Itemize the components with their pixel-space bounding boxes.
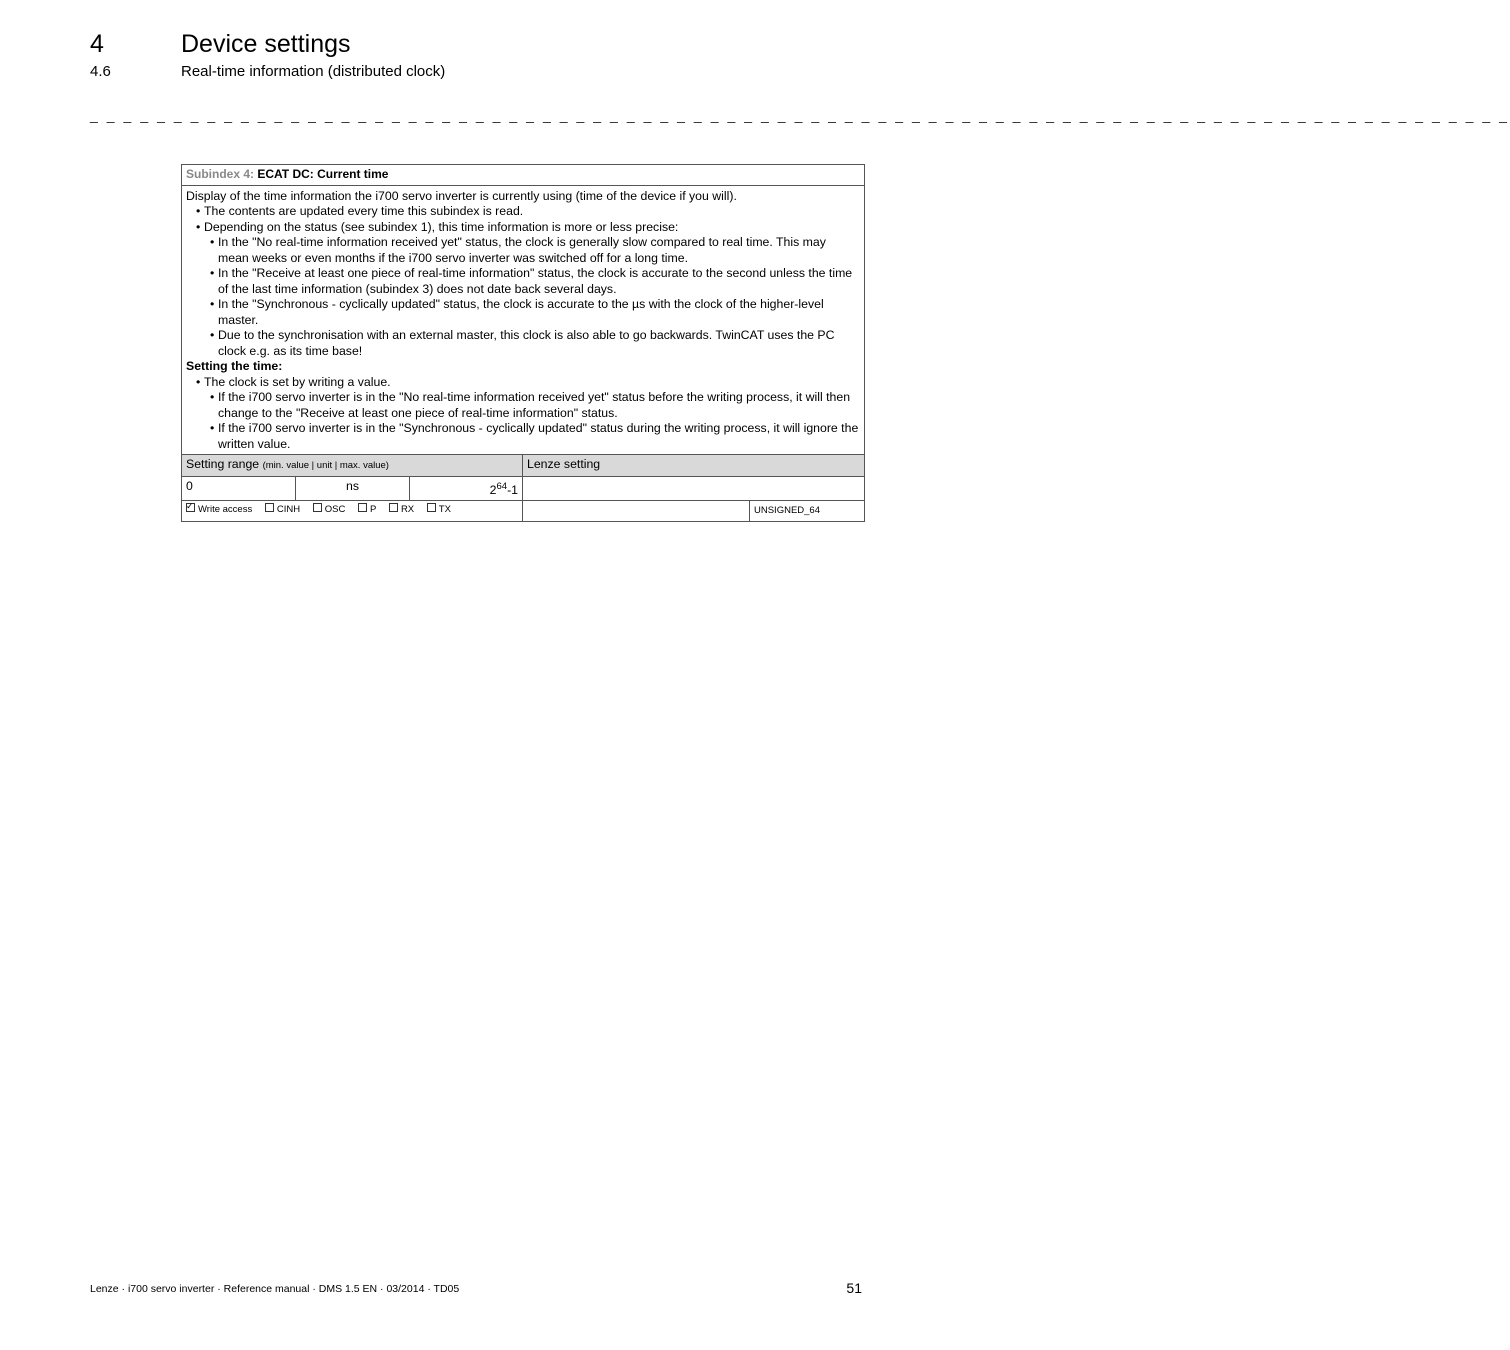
tx-flag: TX	[427, 504, 451, 515]
subindex-label: Subindex 4:	[186, 167, 255, 181]
access-flags	[182, 501, 523, 522]
max-suffix: -1	[507, 482, 518, 497]
section-title: Real-time information (distributed clock)	[181, 63, 446, 80]
unit-value: ns	[296, 476, 410, 501]
setting-heading: Setting the time:	[186, 359, 283, 373]
chapter-number: 4	[90, 30, 104, 58]
list-item: • The clock is set by writing a value.	[186, 375, 860, 391]
setting-range-label: Setting range	[186, 457, 260, 471]
max-value	[410, 476, 523, 501]
parameter-description	[182, 185, 865, 455]
checkbox-icon	[389, 503, 398, 512]
sub-list-item: • In the "Synchronous - cyclically updated" status, the clock is accurate to the µs with the clock of the higher-level master.	[186, 297, 860, 328]
checkbox-icon	[313, 503, 322, 512]
parameter-table	[181, 164, 865, 522]
sub-list-item: • If the i700 servo inverter is in the "No real-time information received yet" status before the writing process, it will then change to the "Receive at least one piece of real-time information" status.	[186, 390, 860, 421]
checkbox-icon	[427, 503, 436, 512]
parameter-title	[182, 165, 865, 186]
sub-list-item: • In the "No real-time information received yet" status, the clock is generally slow compared to real time. This may mean weeks or even months if the i700 servo inverter was switched off for a long time.	[186, 235, 860, 266]
setting-range-hint: (min. value | unit | max. value)	[262, 460, 389, 471]
data-type: UNSIGNED_64	[750, 501, 865, 522]
write-access-flag: ✓Write access	[186, 504, 252, 515]
max-base: 2	[489, 482, 497, 497]
p-flag: P	[358, 504, 376, 515]
access-spacer	[523, 501, 750, 522]
setting-header-row	[182, 455, 865, 477]
sub-list-item: • Due to the synchronisation with an external master, this clock is also able to go backwards. TwinCAT uses the PC clock e.g. as its time base!	[186, 328, 860, 359]
lenze-setting-header: Lenze setting	[523, 455, 865, 477]
setting-values-row	[182, 476, 865, 501]
setting-range-header	[182, 455, 523, 477]
checkbox-icon	[358, 503, 367, 512]
checkbox-icon	[265, 503, 274, 512]
list-item: • Depending on the status (see subindex 1), this time information is more or less precise:	[186, 220, 860, 236]
min-value: 0	[182, 476, 296, 501]
max-exponent: 64	[496, 480, 508, 492]
page-number: 51	[846, 1280, 862, 1296]
access-row	[182, 501, 865, 522]
parameter-name: ECAT DC: Current time	[257, 167, 389, 181]
cinh-flag: CINH	[265, 504, 300, 515]
osc-flag: OSC	[313, 504, 346, 515]
lenze-setting-value	[523, 476, 865, 501]
rx-flag: RX	[389, 504, 414, 515]
header-separator: _ _ _ _ _ _ _ _ _ _ _ _ _ _ _ _ _ _ _ _ _ _ _ _ _ _ _ _ _ _ _ _ _ _ _ _ _ _ _ _ _ _ _ _ _ _ _ _ _ _ _ _ _ _ _ _ _ _ _ _ _ _ _ _ _ _ _ _ _ _ _ _ _ _ _ _ _ _ _ _ _ _ _ _ _	[90, 107, 1510, 123]
footer-text: Lenze · i700 servo inverter · Reference manual · DMS 1.5 EN · 03/2014 · TD05	[90, 1283, 460, 1295]
description-text: Display of the time information the i700 servo inverter is currently using (time of the device if you will).	[186, 188, 737, 203]
chapter-title: Device settings	[181, 30, 351, 58]
checked-box-icon	[186, 503, 195, 512]
parameter-description-row	[182, 185, 865, 455]
sub-list-item: • In the "Receive at least one piece of real-time information" status, the clock is accurate to the second unless the time of the last time information (subindex 3) does not date back several days.	[186, 266, 860, 297]
list-item: • The contents are updated every time this subindex is read.	[186, 204, 860, 220]
section-number: 4.6	[90, 63, 111, 80]
parameter-title-row	[182, 165, 865, 186]
sub-list-item: • If the i700 servo inverter is in the "Synchronous - cyclically updated" status during the writing process, it will ignore the written value.	[186, 421, 860, 452]
